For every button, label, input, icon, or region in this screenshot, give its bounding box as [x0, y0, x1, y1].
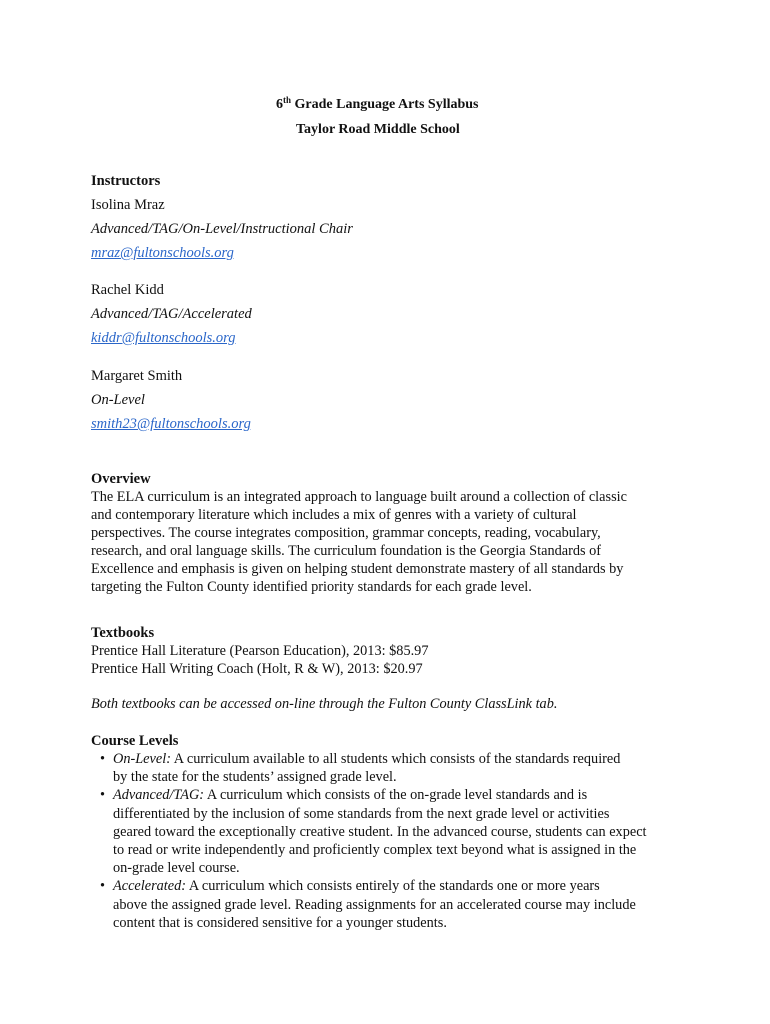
overview-line: The ELA curriculum is an integrated approach to language built around a collection of classic: [91, 489, 627, 505]
textbook-list: [91, 642, 691, 678]
title-grade: 6: [276, 97, 283, 112]
course-levels-list: [91, 750, 711, 932]
bullet-icon: •: [100, 787, 106, 804]
level-text-continued: content that is considered sensitive for a younger students.: [113, 914, 447, 931]
instructor-name: Margaret Smith: [91, 368, 183, 384]
bullet-icon: •: [100, 751, 106, 767]
overview-line: Excellence and emphasis is given on helping student demonstrate mastery of all standards by: [91, 561, 624, 577]
textbook-item: Prentice Hall Literature (Pearson Education), 2013: $85.97: [91, 643, 429, 659]
level-label: Accelerated:: [113, 878, 187, 895]
instructors-heading: Instructors: [91, 173, 161, 189]
list-item: [91, 877, 711, 895]
instructor-role: On-Level: [91, 392, 145, 408]
overview-line: targeting the Fulton County identified priority standards for each grade level.: [91, 579, 532, 595]
title-text: Grade Language Arts Syllabus: [291, 97, 479, 112]
level-label: Advanced/TAG:: [113, 787, 205, 804]
instructor-name: Isolina Mraz: [91, 197, 165, 213]
overview-line: perspectives. The course integrates composition, grammar concepts, reading, vocabulary,: [91, 525, 601, 541]
course-levels-heading: Course Levels: [91, 733, 179, 749]
instructor-role: Advanced/TAG/Accelerated: [91, 306, 252, 322]
page-title: [276, 95, 479, 113]
textbook-item: Prentice Hall Writing Coach (Holt, R & W), 2013: $20.97: [91, 661, 423, 677]
level-text-continued: on-grade level course.: [113, 860, 240, 877]
level-text: A curriculum available to all students which consists of the standards required: [170, 751, 621, 767]
level-text-continued: to read or write independently and proficiently complex text beyond what is assigned in the: [113, 842, 637, 859]
level-label: On-Level:: [113, 751, 171, 767]
instructor-email-link[interactable]: smith23@fultonschools.org: [91, 416, 251, 432]
level-text: A curriculum which consists entirely of the standards one or more years: [186, 878, 600, 895]
instructor-email-link[interactable]: kiddr@fultonschools.org: [91, 330, 236, 346]
level-text: A curriculum which consists of the on-grade level standards and is: [204, 787, 588, 804]
overview-heading: Overview: [91, 471, 151, 487]
title-superscript: th: [283, 95, 292, 105]
level-text-continued: above the assigned grade level. Reading assignments for an accelerated course may include: [113, 896, 636, 913]
bullet-icon: •: [100, 878, 106, 895]
instructor-email-link[interactable]: mraz@fultonschools.org: [91, 245, 234, 261]
level-text-continued: by the state for the students’ assigned grade level.: [113, 769, 397, 786]
overview-paragraph: [91, 488, 691, 596]
school-name: Taylor Road Middle School: [296, 122, 460, 137]
level-text-continued: differentiated by the inclusion of some standards from the next grade level or activities: [113, 805, 610, 822]
instructor-role: Advanced/TAG/On-Level/Instructional Chair: [91, 221, 353, 237]
list-item: [91, 786, 711, 804]
textbooks-note: Both textbooks can be accessed on-line through the Fulton County ClassLink tab.: [91, 696, 558, 712]
level-text-continued: geared toward the exceptionally creative student. In the advanced course, students can expect: [113, 823, 647, 840]
overview-line: research, and oral language skills. The curriculum foundation is the Georgia Standards of: [91, 543, 602, 559]
list-item: [91, 750, 711, 768]
instructor-name: Rachel Kidd: [91, 282, 164, 298]
overview-line: and contemporary literature which includes a mix of genres with a variety of cultural: [91, 507, 577, 523]
textbooks-heading: Textbooks: [91, 625, 155, 641]
